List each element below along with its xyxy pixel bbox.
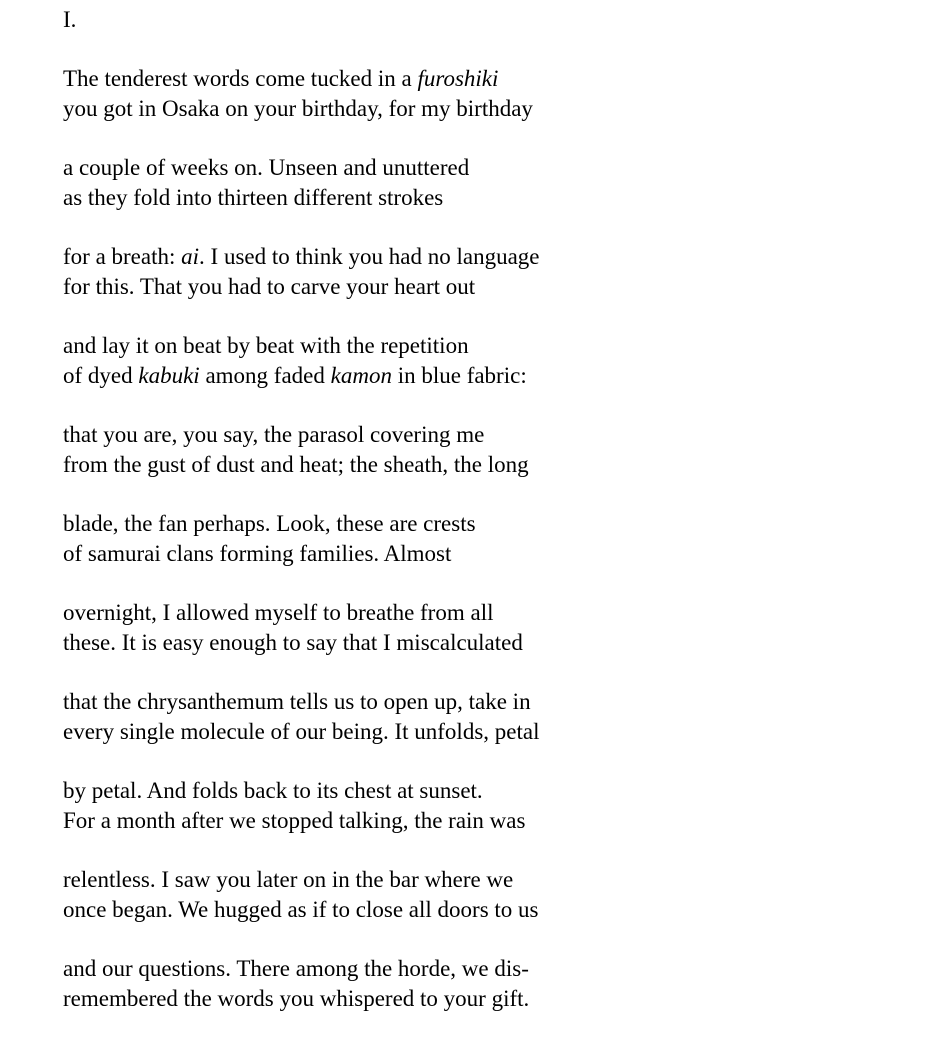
- poem-line: [63, 242, 923, 272]
- stanza: [63, 420, 923, 479]
- poem-line: [63, 153, 923, 183]
- line-text: among faded: [199, 362, 331, 388]
- line-text: remembered the words you whispered to your gift.: [63, 985, 530, 1011]
- stanza: [63, 153, 923, 212]
- poem-line: [63, 361, 923, 391]
- stanza: [63, 865, 923, 924]
- poem-line: [63, 895, 923, 925]
- poem-line: [63, 272, 923, 302]
- line-text: that you are, you say, the parasol covering me: [63, 422, 485, 447]
- line-text: for this. That you had to carve your heart out: [63, 273, 476, 299]
- line-text: and our questions. There among the horde, we dis-: [63, 956, 529, 981]
- line-text: . I used to think you had no language: [199, 244, 540, 269]
- line-text: that the chrysanthemum tells us to open up, take in: [63, 689, 531, 714]
- stanza: [63, 954, 923, 1013]
- poem-line: [63, 687, 923, 717]
- line-text: these. It is easy enough to say that I miscalculated: [63, 629, 523, 655]
- stanza: [63, 242, 923, 301]
- stanza: [63, 687, 923, 746]
- stanza: [63, 598, 923, 657]
- line-text: by petal. And folds back to its chest at sunset.: [63, 778, 483, 803]
- line-text: a couple of weeks on. Unseen and unuttered: [63, 155, 470, 180]
- poem-line: [63, 984, 923, 1014]
- line-text: blade, the fan perhaps. Look, these are crests: [63, 511, 476, 536]
- poem-line: [63, 64, 923, 94]
- poem-line: [63, 865, 923, 895]
- poem-line: [63, 94, 923, 124]
- line-text: For a month after we stopped talking, the rain was: [63, 807, 526, 833]
- stanza: [63, 509, 923, 568]
- line-text: you got in Osaka on your birthday, for my birthday: [63, 95, 533, 121]
- stanza-list: [63, 64, 923, 1013]
- poem: [63, 5, 923, 1043]
- italic-word: kamon: [330, 362, 392, 388]
- line-text: and lay it on beat by beat with the repetition: [63, 333, 469, 358]
- line-text: once began. We hugged as if to close all doors to us: [63, 896, 539, 922]
- poem-line: [63, 717, 923, 747]
- poem-line: [63, 331, 923, 361]
- poem-line: [63, 954, 923, 984]
- line-text: in blue fabric:: [391, 362, 527, 388]
- line-text: every single molecule of our being. It unfolds, petal: [63, 718, 540, 744]
- line-text: of samurai clans forming families. Almost: [63, 540, 452, 566]
- stanza: [63, 776, 923, 835]
- poem-line: [63, 806, 923, 836]
- poem-line: [63, 776, 923, 806]
- poem-line: [63, 598, 923, 628]
- italic-word: ai: [181, 244, 200, 269]
- line-text: from the gust of dust and heat; the sheath, the long: [63, 451, 529, 477]
- poem-line: [63, 539, 923, 569]
- poem-line: [63, 450, 923, 480]
- line-text: of dyed: [63, 362, 139, 388]
- stanza: [63, 64, 923, 123]
- stanza: [63, 331, 923, 390]
- line-text: The tenderest words come tucked in a: [63, 66, 418, 91]
- italic-word: furoshiki: [417, 66, 499, 91]
- line-text: as they fold into thirteen different strokes: [63, 184, 444, 210]
- poem-line: [63, 420, 923, 450]
- poem-line: [63, 509, 923, 539]
- poem-line: [63, 183, 923, 213]
- italic-word: kabuki: [138, 362, 200, 388]
- poem-line: [63, 628, 923, 658]
- line-text: overnight, I allowed myself to breathe from all: [63, 600, 494, 625]
- section-numeral: I.: [63, 7, 77, 32]
- line-text: relentless. I saw you later on in the bar where we: [63, 867, 514, 892]
- line-text: for a breath:: [63, 244, 182, 269]
